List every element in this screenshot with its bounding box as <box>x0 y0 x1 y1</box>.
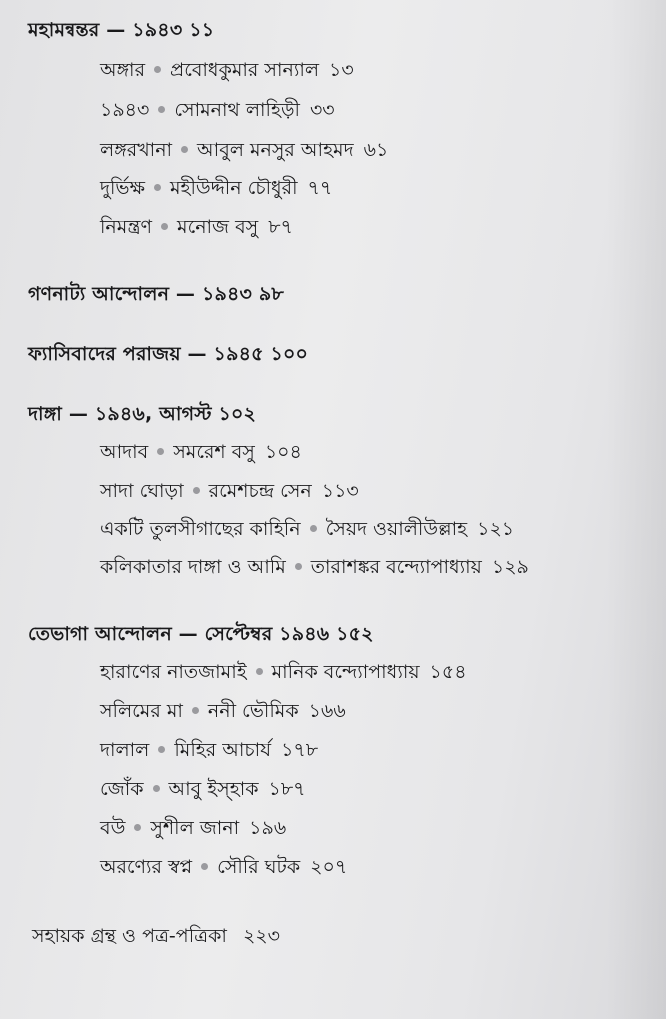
page-number: ১৫৪ <box>429 661 467 683</box>
separator-dot-icon <box>158 106 165 113</box>
separator-dot-icon <box>157 448 164 455</box>
toc-entry <box>100 853 347 885</box>
toc-entry <box>100 736 318 768</box>
section-title: তেভাগা আন্দোলন — সেপ্টেম্বর ১৯৪৬ ১৫২ <box>28 623 374 645</box>
toc-entry <box>100 515 514 547</box>
story-title: অঙ্গার <box>100 59 146 81</box>
toc-entry <box>100 775 306 807</box>
separator-dot-icon <box>134 824 141 831</box>
section-title: মহামন্বন্তর — ১৯৪৩ ১১ <box>28 19 215 41</box>
separator-dot-icon <box>154 184 161 191</box>
author-name: সোমনাথ লাহিড়ী <box>174 99 300 121</box>
story-title: অরণ্যের স্বপ্ন <box>100 856 193 878</box>
story-title: নিমন্ত্রণ <box>100 216 153 238</box>
author-name: সমরেশ বসু <box>173 441 255 463</box>
story-title: হারাণের নাতজামাই <box>100 661 247 683</box>
story-title: সাদা ঘোড়া <box>100 480 184 502</box>
author-name: মিহির আচার্য <box>174 739 272 761</box>
author-name: সুশীল জানা <box>150 817 240 839</box>
author-name: ননী ভৌমিক <box>207 700 299 722</box>
page-number: ৮৭ <box>268 216 293 238</box>
story-title: আদাব <box>100 441 149 463</box>
story-title: সলিমের মা <box>100 700 183 722</box>
toc-entry <box>100 438 302 470</box>
section-title: গণনাট্য আন্দোলন — ১৯৪৩ ৯৮ <box>28 283 284 305</box>
story-title: ১৯৪৩ <box>100 99 150 121</box>
page-number: ৩৩ <box>309 99 335 121</box>
toc-entry <box>100 658 467 690</box>
separator-dot-icon <box>161 223 168 230</box>
separator-dot-icon <box>310 525 317 532</box>
toc-entry <box>100 56 354 88</box>
separator-dot-icon <box>193 487 200 494</box>
author-name: মহীউদ্দীন চৌধুরী <box>169 177 298 199</box>
author-name: আবুল মনসুর আহমদ <box>197 139 354 161</box>
page-number: ৬১ <box>363 139 389 161</box>
separator-dot-icon <box>192 707 199 714</box>
page-number: ২২৩ <box>242 925 280 947</box>
section-title: দাঙ্গা — ১৯৪৬, আগস্ট ১০২ <box>28 403 257 425</box>
toc-entry <box>100 96 335 128</box>
story-title: বউ <box>100 817 126 839</box>
section-title: ফ্যাসিবাদের পরাজয় — ১৯৪৫ ১০০ <box>28 343 309 365</box>
page-number: ১১৩ <box>321 480 359 502</box>
toc-entry <box>100 213 293 245</box>
toc-entry <box>100 553 529 585</box>
author-name: প্রবোধকুমার সান্যাল <box>170 59 320 81</box>
page-number: ১৬৬ <box>308 700 346 722</box>
separator-dot-icon <box>158 746 165 753</box>
story-title: কলিকাতার দাঙ্গা ও আমি <box>100 556 286 578</box>
separator-dot-icon <box>201 863 208 870</box>
toc-entry-bibliography <box>32 922 280 954</box>
page-number: ১৩ <box>329 59 354 81</box>
author-name: সৈয়দ ওয়ালীউল্লাহ <box>325 518 468 540</box>
toc-entry <box>100 174 332 206</box>
separator-dot-icon <box>153 785 160 792</box>
page-number: ২০৭ <box>310 856 348 878</box>
separator-dot-icon <box>295 563 302 570</box>
toc-entry <box>100 477 359 509</box>
page-number: ৭৭ <box>307 177 333 199</box>
story-title: লঙ্গরখানা <box>100 139 173 161</box>
author-name: মনোজ বসু <box>177 216 259 238</box>
author-name: রমেশচন্দ্র সেন <box>208 480 312 502</box>
story-title: দুর্ভিক্ষ <box>100 177 145 199</box>
story-title: দালাল <box>100 739 150 761</box>
story-title: একটি তুলসীগাছের কাহিনি <box>100 518 301 540</box>
page-number: ১২১ <box>477 518 515 540</box>
toc-entry <box>100 814 286 846</box>
author-name: সৌরি ঘটক <box>217 856 301 878</box>
page-edge-shadow <box>606 0 666 1019</box>
author-name: তারাশঙ্কর বন্দ্যোপাধ্যায় <box>310 556 482 578</box>
page-number: ১৯৬ <box>249 817 287 839</box>
page-number: ১৮৭ <box>268 778 306 800</box>
separator-dot-icon <box>154 66 161 73</box>
bibliography-title: সহায়ক গ্রন্থ ও পত্র-পত্রিকা <box>32 925 227 947</box>
toc-entry <box>100 136 388 168</box>
author-name: মানিক বন্দ্যোপাধ্যায় <box>271 661 420 683</box>
author-name: আবু ইস্হাক <box>168 778 259 800</box>
page-number: ১৭৮ <box>281 739 319 761</box>
story-title: জোঁক <box>100 778 144 800</box>
separator-dot-icon <box>256 668 263 675</box>
toc-entry <box>100 697 346 729</box>
page-number: ১০৪ <box>264 441 302 463</box>
page-number: ১২৯ <box>491 556 529 578</box>
separator-dot-icon <box>181 146 188 153</box>
